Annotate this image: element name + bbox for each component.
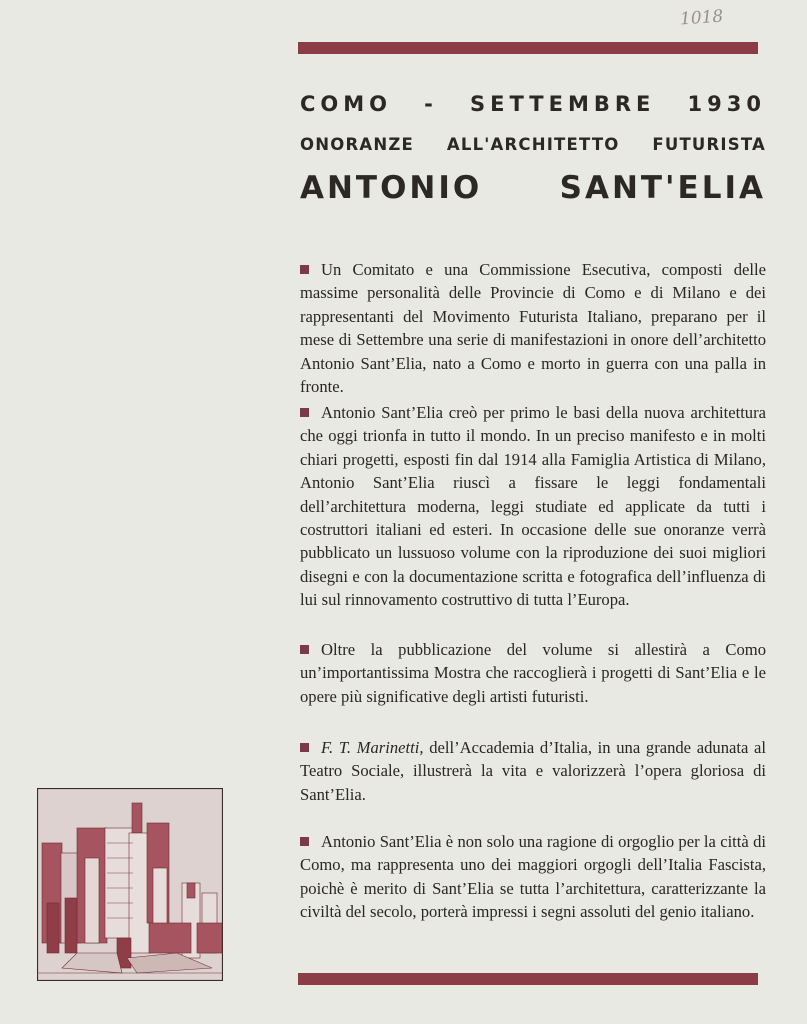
handwritten-number: 1018 [679, 6, 724, 30]
heading-name: ANTONIO SANT'ELIA [300, 170, 766, 206]
bullet-square-icon [300, 645, 309, 654]
paragraph-text: dell’Accademia d’Italia, in una grande adunata al Teatro Sociale, illustrerà la vita e valorizzerà l’opera gloriosa di Sant’Elia. [300, 738, 766, 804]
heading-subtitle: ONORANZE ALL'ARCHITETTO FUTURISTA [300, 135, 766, 154]
paragraph-4 [300, 736, 766, 806]
paragraph-text: Un Comitato e una Commissione Esecutiva, composti delle massime personalità delle Provincie di Como e di Milano e dei rappresentanti del Movimento Futurista Italiano, preparano per il mese di Settembre una serie di manifestazioni in onore dell’architetto Antonio Sant’Elia, nato a Como e morto in guerra con una palla in fronte. [300, 260, 766, 397]
paragraph-2 [300, 401, 766, 612]
paragraph-3 [300, 638, 766, 708]
top-decorative-bar [298, 42, 758, 54]
author-name: F. T. Marinetti, [321, 738, 424, 757]
bullet-square-icon [300, 743, 309, 752]
heading-date: COMO - SETTEMBRE 1930 [300, 92, 766, 116]
paragraph-text: Antonio Sant’Elia creò per primo le basi della nuova architettura che oggi trionfa in tutto il mondo. In un preciso manifesto e in molti chiari progetti, esposti fin dal 1914 alla Famiglia Artistica di Milano, Antonio Sant’Elia riuscì a fissare le leggi fondamentali dell’architettura moderna, leggi studiate ed applicate da tutti i costruttori italiani ed esteri. In occasione delle sue onoranze verrà pubblicato un lussuoso volume con la riproduzione dei suoi migliori disegni e con la documentazione scritta e fotografica dell’influenza di lui sul rinnovamento costruttivo di tutta l’Europa. [300, 403, 766, 610]
paragraph-text: Oltre la pubblicazione del volume si allestirà a Como un’importantissima Mostra che raccoglierà i progetti di Sant’Elia e le opere più significative degli artisti futuristi. [300, 640, 766, 706]
paragraph-text: Antonio Sant’Elia è non solo una ragione di orgoglio per la città di Como, ma rappresenta uno dei maggiori orgogli dell’Italia Fascista, poichè è merito di Sant’Elia se tutta l’architettura, caratterizzante la civiltà del secolo, porterà impressi i segni assoluti del genio italiano. [300, 832, 766, 922]
bottom-decorative-bar [298, 973, 758, 985]
bullet-square-icon [300, 837, 309, 846]
architecture-illustration [37, 788, 223, 981]
paragraph-1 [300, 258, 766, 398]
paragraph-5 [300, 830, 766, 924]
bullet-square-icon [300, 265, 309, 274]
bullet-square-icon [300, 408, 309, 417]
